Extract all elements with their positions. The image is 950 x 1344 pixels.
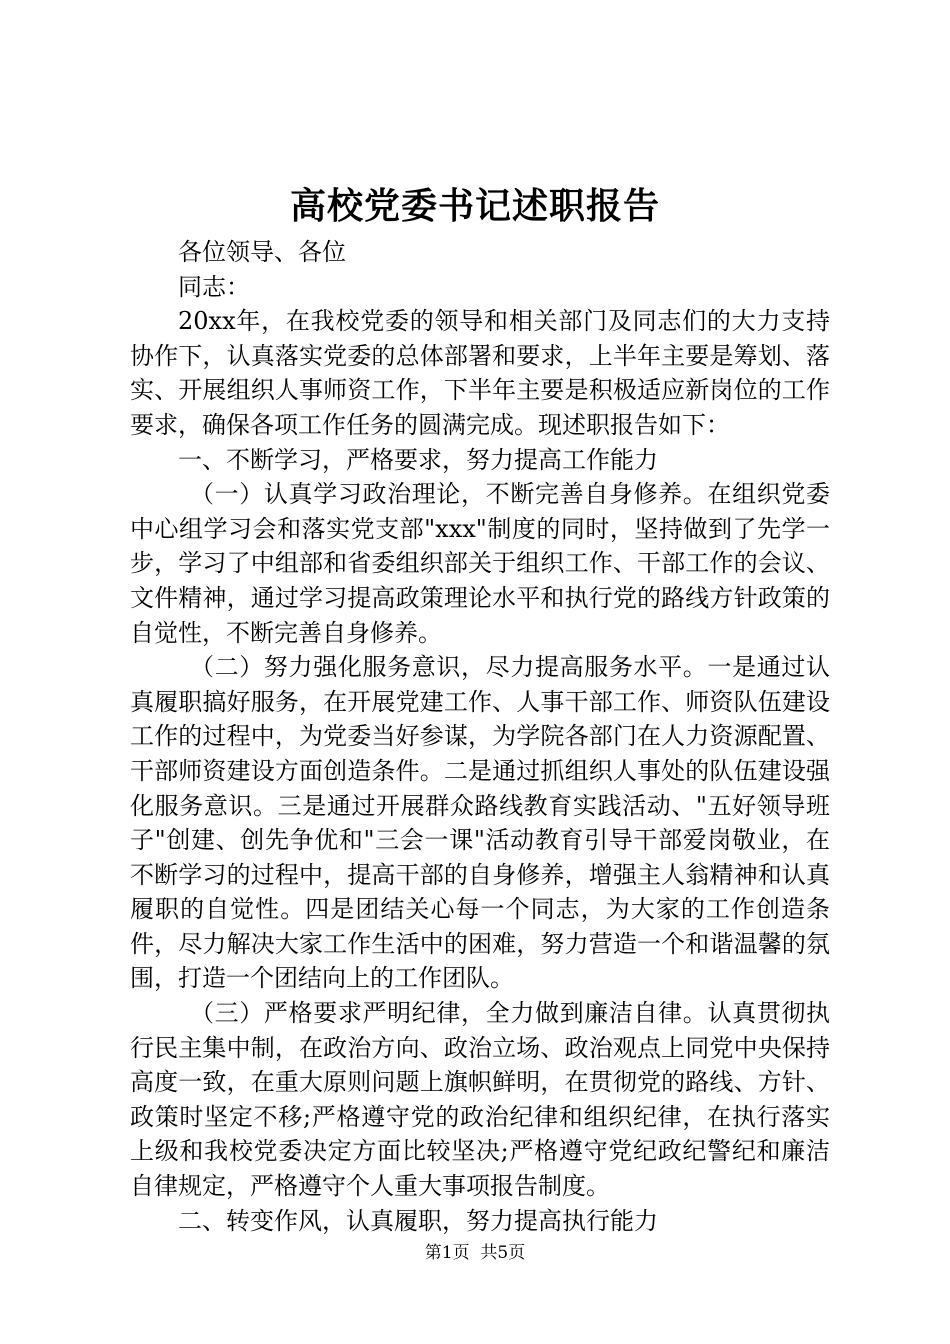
page-total: 共5页 — [480, 1243, 526, 1263]
paragraph-sub-2: （二）努力强化服务意识，尽力提高服务水平。一是通过认真履职搞好服务，在开展党建工作、人事干部工作、师资队伍建设工作的过程中，为党委当好参谋，为学院各部门在人力资源配置、干部师资建设方面创造条件。二是通过抓组织人事处的队伍建设强化服务意识。三是通过开展群众路线教育实践活动、"五好领导班子"创建、创先争优和"三会一课"活动教育引导干部爱岗敬业，在不断学习的过程中，提高干部的自身修养，增强主人翁精神和认真履职的自觉性。四是团结关心每一个同志，为大家的工作创造条件，尽力解决大家工作生活中的困难，努力营造一个和谐温馨的氛围，打造一个团结向上的工作团队。 — [130, 653, 830, 993]
document-title: 高校党委书记述职报告 — [289, 185, 660, 227]
page-number: 第1页 — [424, 1243, 470, 1263]
document-body — [130, 235, 830, 1238]
paragraph-sub-3: （三）严格要求严明纪律，全力做到廉洁自律。认真贯彻执行民主集中制，在政治方向、政治立场、政治观点上同党中央保持高度一致，在重大原则问题上旗帜鲜明，在贯彻党的路线、方针、政策时坚定不移;严格遵守党的政治纪律和组织纪律，在执行落实上级和我校党委决定方面比较坚决;严格遵守党纪政纪警纪和廉洁自律规定，严格遵守个人重大事项报告制度。 — [130, 999, 830, 1201]
paragraph-sub-1: （一）认真学习政治理论，不断完善自身修养。在组织党委中心组学习会和落实党支部"xxx"制度的同时，坚持做到了先学一步，学习了中组部和省委组织部关于组织工作、干部工作的会议、文件精神，通过学习提高政策理论水平和执行党的路线方针政策的自觉性，不断完善自身修养。 — [130, 480, 830, 647]
salutation-line-1: 各位领导、各位 — [178, 238, 346, 266]
salutation-line-2: 同志： — [178, 272, 250, 301]
page-footer — [0, 1241, 950, 1265]
paragraph-intro: 20xx年，在我校党委的领导和相关部门及同志们的大力支持协作下，认真落实党委的总体部署和要求，上半年主要是筹划、落实、开展组织人事师资工作，下半年主要是积极适应新岗位的工作要求，确保各项工作任务的圆满完成。现述职报告如下： — [130, 307, 830, 439]
section-heading-2: 二、转变作风，认真履职，努力提高执行能力 — [178, 1206, 658, 1235]
section-heading-1: 一、不断学习，严格要求，努力提高工作能力 — [178, 445, 658, 474]
